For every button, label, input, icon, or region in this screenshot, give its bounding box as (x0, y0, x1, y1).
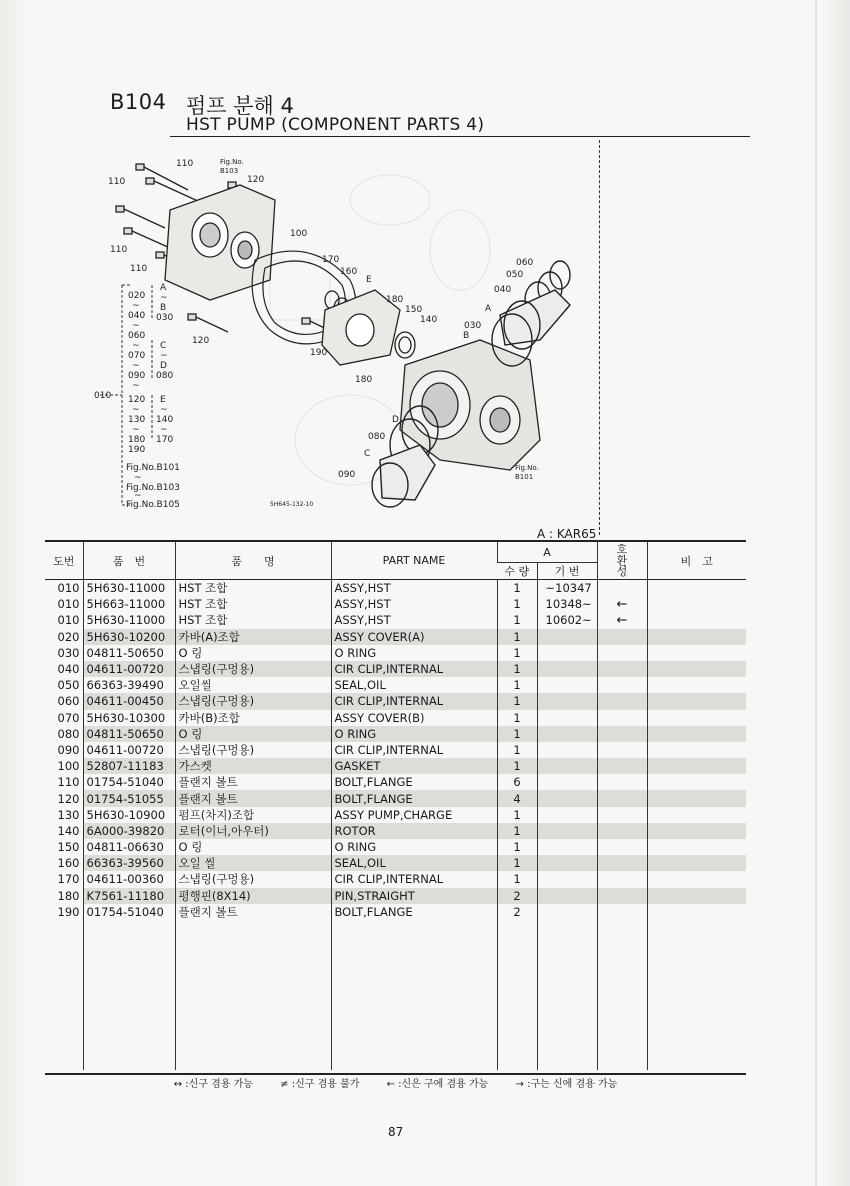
cell-name: 카바(B)조합 (175, 710, 331, 726)
empty-cell (45, 920, 83, 1070)
table-header-row-1 (45, 541, 746, 563)
cell-part-no: 04611-00360 (83, 871, 175, 887)
cell-interchange (597, 807, 647, 823)
cell-part-name: ASSY COVER(B) (331, 710, 497, 726)
cell-qty: 1 (497, 839, 537, 855)
cell-interchange (597, 629, 647, 645)
cell-ref: 180 (57, 888, 80, 903)
left-list-6: ~ (132, 341, 140, 351)
cell-qty: 1 (497, 580, 537, 597)
cell-interchange: ← (597, 596, 647, 612)
callout-4: 110 (110, 245, 128, 255)
cell-qty: 1 (497, 871, 537, 887)
callout-18: 040 (494, 285, 512, 295)
empty-cell (537, 920, 597, 1070)
cell-qty: 1 (497, 661, 537, 677)
cell-interchange (597, 823, 647, 839)
cover-a-housing (165, 185, 275, 300)
cell-qty: 2 (497, 904, 537, 920)
cell-remarks (647, 645, 746, 661)
parts-table-body (45, 580, 746, 1070)
table-row (45, 807, 746, 823)
cell-part-name: O RING (331, 645, 497, 661)
fig-no-top: Fig.No. B103 (220, 158, 244, 175)
empty-cell (497, 920, 537, 1070)
cell-remarks (647, 612, 746, 628)
cell-qty: 1 (497, 823, 537, 839)
callout-2: 110 (108, 177, 126, 187)
cell-part-name: ROTOR (331, 823, 497, 839)
dashed-separator (599, 140, 600, 535)
parts-table (45, 540, 746, 1070)
col-group-a-header: A (497, 541, 597, 563)
table-row (45, 790, 746, 806)
callout-23: 080 (368, 432, 386, 442)
cell-remarks (647, 823, 746, 839)
cell-remarks (647, 839, 746, 855)
callout-25: 090 (338, 470, 356, 480)
cell-interchange (597, 871, 647, 887)
cell-qty: 1 (497, 645, 537, 661)
page-fold (815, 0, 817, 1186)
table-row (45, 677, 746, 693)
empty-cell (597, 920, 647, 1070)
cell-remarks (647, 855, 746, 871)
cell-part-no: 66363-39490 (83, 677, 175, 693)
table-row (45, 596, 746, 612)
cell-part-name: ASSY,HST (331, 612, 497, 628)
cell-part-name: SEAL,OIL (331, 677, 497, 693)
cell-qty: 1 (497, 726, 537, 742)
callout-7: 170 (322, 255, 340, 265)
cell-name: O 링 (175, 726, 331, 742)
cell-qty: 1 (497, 855, 537, 871)
cell-serial: ~10347 (537, 580, 597, 597)
cell-serial: 10348~ (537, 596, 597, 612)
model-note: A : KAR65 (537, 527, 597, 541)
cell-part-no: 5H630-10900 (83, 807, 175, 823)
page-number: 87 (388, 1125, 404, 1139)
cell-interchange (597, 904, 647, 920)
table-row (45, 839, 746, 855)
callout-1: 110 (176, 159, 194, 169)
left-list-5: 060 (128, 331, 146, 341)
table-row (45, 645, 746, 661)
table-row (45, 774, 746, 790)
cell-name: O 링 (175, 645, 331, 661)
cell-part-no: 01754-51040 (83, 904, 175, 920)
fig-ref-4: ~ (134, 491, 142, 501)
left-list-11: 120 (128, 395, 146, 405)
cell-ref: 150 (57, 840, 80, 855)
cell-part-no: 6A000-39820 (83, 823, 175, 839)
callout-12: 140 (420, 315, 438, 325)
cell-remarks (647, 661, 746, 677)
cell-remarks (647, 677, 746, 693)
cell-part-name: SEAL,OIL (331, 855, 497, 871)
cell-ref: 050 (57, 678, 80, 693)
cell-ref: 100 (57, 759, 80, 774)
cell-name: HST 조합 (175, 612, 331, 628)
cell-remarks (647, 888, 746, 904)
left-list-16: 190 (128, 445, 146, 455)
cell-part-name: BOLT,FLANGE (331, 790, 497, 806)
callout-19: A (485, 304, 492, 314)
cell-interchange (597, 693, 647, 709)
page-title-english: HST PUMP (COMPONENT PARTS 4) (186, 115, 485, 135)
cell-name: 플랜지 볼트 (175, 790, 331, 806)
cell-part-name: CIR CLIP,INTERNAL (331, 871, 497, 887)
cell-interchange (597, 855, 647, 871)
left-list-15: 180 (128, 435, 146, 445)
callout-11: 150 (405, 305, 423, 315)
cell-interchange (597, 790, 647, 806)
cell-part-no: 04611-00720 (83, 661, 175, 677)
cell-ref: 110 (57, 775, 80, 790)
cell-remarks (647, 693, 746, 709)
cell-part-no: 01754-51055 (83, 790, 175, 806)
callout-16: 060 (516, 258, 534, 268)
cell-name: 오일씰 (175, 677, 331, 693)
left-list-2: ~ (132, 301, 140, 311)
left-sub-6: ~ (160, 351, 168, 361)
left-sub-4: 030 (156, 313, 174, 323)
legend-item-2: ≠ :신구 겸용 불가 (280, 1079, 360, 1090)
left-sub-3: B (160, 303, 167, 313)
cell-ref: 170 (57, 872, 80, 887)
left-sub-12: ~ (160, 425, 168, 435)
col-serial-header: 기 번 (537, 563, 597, 580)
callout-6: 110 (130, 264, 148, 274)
cell-serial (537, 758, 597, 774)
interchange-legend (45, 1075, 746, 1090)
cell-name: 가스켓 (175, 758, 331, 774)
cell-part-name: O RING (331, 839, 497, 855)
cell-part-no: 5H630-11000 (83, 612, 175, 628)
cell-qty: 1 (497, 710, 537, 726)
cell-qty: 1 (497, 693, 537, 709)
cell-part-name: BOLT,FLANGE (331, 774, 497, 790)
cell-serial (537, 710, 597, 726)
table-row (45, 629, 746, 645)
col-interchange-header: 호 환 성 (597, 541, 647, 580)
cell-interchange (597, 888, 647, 904)
cell-qty: 1 (497, 677, 537, 693)
cell-part-no: 5H630-10200 (83, 629, 175, 645)
cell-serial (537, 677, 597, 693)
cell-serial (537, 645, 597, 661)
cell-interchange (597, 710, 647, 726)
cell-serial (537, 790, 597, 806)
cell-ref: 140 (57, 823, 80, 838)
left-list-10: ~ (132, 381, 140, 391)
cell-serial (537, 839, 597, 855)
cell-remarks (647, 758, 746, 774)
cell-remarks (647, 710, 746, 726)
cell-name: 카바(A)조합 (175, 629, 331, 645)
cell-name: 플랜지 볼트 (175, 774, 331, 790)
cell-interchange (597, 839, 647, 855)
empty-cell (647, 920, 746, 1070)
cell-ref: 160 (57, 856, 80, 871)
cell-part-name: ASSY,HST (331, 580, 497, 597)
cell-serial: 10602~ (537, 612, 597, 628)
table-row (45, 823, 746, 839)
table-row (45, 661, 746, 677)
cell-remarks (647, 790, 746, 806)
cell-qty: 4 (497, 790, 537, 806)
cell-remarks (647, 871, 746, 887)
cell-remarks (647, 742, 746, 758)
cell-serial (537, 629, 597, 645)
cell-name: O 링 (175, 839, 331, 855)
left-list-14: ~ (132, 425, 140, 435)
cell-serial (537, 855, 597, 871)
table-row (45, 726, 746, 742)
cell-part-name: ASSY,HST (331, 596, 497, 612)
fig-ref-2: ~ (134, 473, 142, 483)
cell-interchange: ← (597, 612, 647, 628)
cell-part-no: 04811-50650 (83, 645, 175, 661)
cell-ref: 020 (57, 629, 80, 644)
cell-part-no: 04811-50650 (83, 726, 175, 742)
cell-remarks (647, 580, 746, 597)
cell-name: 스냅링(구멍용) (175, 661, 331, 677)
cell-remarks (647, 774, 746, 790)
left-list-9: 090 (128, 371, 146, 381)
callout-14: 190 (310, 348, 328, 358)
callout-10: 180 (386, 295, 404, 305)
cell-ref: 040 (57, 662, 80, 677)
left-sub-5: C (160, 341, 167, 351)
cell-serial (537, 871, 597, 887)
callout-9: E (366, 275, 372, 285)
cell-part-name: CIR CLIP,INTERNAL (331, 742, 497, 758)
left-sub-11: 140 (156, 415, 174, 425)
bracket-start-label: 010 (94, 391, 112, 401)
left-sub-8: 080 (156, 371, 174, 381)
cell-serial (537, 807, 597, 823)
table-row (45, 758, 746, 774)
exploded-parts-diagram (60, 140, 620, 520)
table-row (45, 742, 746, 758)
drawing-id: 5H645-132-10 (270, 501, 314, 508)
fig-no-bottom: Fig.No. B101 (515, 464, 539, 481)
table-row (45, 904, 746, 920)
cell-ref: 030 (57, 645, 80, 660)
cell-part-no: 5H630-10300 (83, 710, 175, 726)
cell-part-no: 04611-00720 (83, 742, 175, 758)
table-row (45, 693, 746, 709)
cell-qty: 6 (497, 774, 537, 790)
cell-name: 스냅링(구멍용) (175, 742, 331, 758)
cell-remarks (647, 596, 746, 612)
empty-cell (331, 920, 497, 1070)
cell-ref: 120 (57, 791, 80, 806)
legend-item-1: ↔ :신구 겸용 가능 (173, 1079, 253, 1090)
cell-part-no: 5H663-11000 (83, 596, 175, 612)
cell-name: HST 조합 (175, 580, 331, 597)
cell-ref: 070 (57, 710, 80, 725)
callout-5: 100 (290, 229, 308, 239)
cell-part-no: 66363-39560 (83, 855, 175, 871)
left-list-8: ~ (132, 361, 140, 371)
cell-part-name: PIN,STRAIGHT (331, 888, 497, 904)
left-sub-9: E (160, 395, 166, 405)
left-list-1: 020 (128, 291, 146, 301)
table-row (45, 580, 746, 597)
fig-ref-1: Fig.No.B101 (126, 463, 180, 473)
cell-serial (537, 661, 597, 677)
cell-qty: 1 (497, 807, 537, 823)
table-row (45, 855, 746, 871)
cell-part-name: O RING (331, 726, 497, 742)
bracket-labels (94, 283, 180, 510)
cell-name: 스냅링(구멍용) (175, 693, 331, 709)
cell-part-name: ASSY PUMP,CHARGE (331, 807, 497, 823)
cell-qty: 1 (497, 742, 537, 758)
left-sub-1: A (160, 283, 167, 293)
cell-name: 로터(이너,아우터) (175, 823, 331, 839)
fig-ref-5: Fig.No.B105 (126, 500, 180, 510)
callout-17: 050 (506, 270, 524, 280)
col-qty-header: 수 량 (497, 563, 537, 580)
cell-serial (537, 888, 597, 904)
left-list-13: 130 (128, 415, 146, 425)
cell-name: 오일 씰 (175, 855, 331, 871)
left-sub-10: ~ (160, 405, 168, 415)
cell-interchange (597, 661, 647, 677)
cell-part-no: 04811-06630 (83, 839, 175, 855)
cell-ref: 080 (57, 726, 80, 741)
cell-qty: 2 (497, 888, 537, 904)
cell-remarks (647, 726, 746, 742)
cell-serial (537, 742, 597, 758)
callout-21: B (463, 331, 470, 341)
cell-serial (537, 726, 597, 742)
cell-qty: 1 (497, 758, 537, 774)
cell-name: 펌프(차지)조합 (175, 807, 331, 823)
cell-ref: 010 (57, 597, 80, 612)
cell-part-no: 04611-00450 (83, 693, 175, 709)
table-row (45, 612, 746, 628)
cell-interchange (597, 774, 647, 790)
table-row (45, 710, 746, 726)
left-list-4: ~ (132, 321, 140, 331)
col-part-name-header: PART NAME (331, 541, 497, 580)
cell-remarks (647, 807, 746, 823)
cell-interchange (597, 758, 647, 774)
cell-name: 평행핀(8X14) (175, 888, 331, 904)
col-remarks-header: 비 고 (647, 541, 746, 580)
left-sub-13: 170 (156, 435, 174, 445)
callout-15: 180 (355, 375, 373, 385)
cell-serial (537, 774, 597, 790)
cell-name: 스냅링(구멍용) (175, 871, 331, 887)
fig-ref-3: Fig.No.B103 (126, 483, 180, 493)
left-list-7: 070 (128, 351, 146, 361)
cell-ref: 010 (57, 613, 80, 628)
cell-ref: 190 (57, 904, 80, 919)
cell-remarks (647, 904, 746, 920)
cell-part-no: 52807-11183 (83, 758, 175, 774)
col-part-no-header: 품 번 (83, 541, 175, 580)
cell-part-name: ASSY COVER(A) (331, 629, 497, 645)
cell-part-name: CIR CLIP,INTERNAL (331, 661, 497, 677)
empty-cell (175, 920, 331, 1070)
cell-serial (537, 904, 597, 920)
cell-qty: 1 (497, 612, 537, 628)
callout-20: 030 (464, 321, 482, 331)
cell-name: 플랜지 볼트 (175, 904, 331, 920)
callout-8: 160 (340, 267, 358, 277)
page-title-korean: 펌프 분해 4 (186, 94, 294, 118)
col-ref-header: 도번 (45, 541, 83, 580)
cell-interchange (597, 580, 647, 597)
cell-serial (537, 823, 597, 839)
legend-item-4: → :구는 신에 겸용 가능 (515, 1079, 618, 1090)
callout-3: 120 (247, 175, 265, 185)
left-list-12: ~ (132, 405, 140, 415)
section-code: B104 (110, 90, 167, 114)
callout-22: D (392, 415, 399, 425)
cell-part-name: GASKET (331, 758, 497, 774)
cell-name: HST 조합 (175, 596, 331, 612)
cell-serial (537, 693, 597, 709)
cell-part-no: K7561-11180 (83, 888, 175, 904)
empty-cell (83, 920, 175, 1070)
callout-13: 120 (192, 336, 210, 346)
callout-24: C (364, 449, 371, 459)
cell-qty: 1 (497, 596, 537, 612)
cell-ref: 090 (57, 742, 80, 757)
cell-part-name: BOLT,FLANGE (331, 904, 497, 920)
table-empty-space (45, 920, 746, 1070)
cell-interchange (597, 645, 647, 661)
cell-part-no: 5H630-11000 (83, 580, 175, 597)
cell-interchange (597, 677, 647, 693)
legend-item-3: ← :신은 구에 겸용 가능 (386, 1079, 489, 1090)
cell-interchange (597, 726, 647, 742)
left-sub-2: ~ (160, 293, 168, 303)
cell-ref: 060 (57, 694, 80, 709)
col-name-header: 품 명 (175, 541, 331, 580)
cell-part-no: 01754-51040 (83, 774, 175, 790)
left-sub-7: D (160, 361, 167, 371)
left-list-3: 040 (128, 311, 146, 321)
cell-ref: 130 (57, 807, 80, 822)
table-row (45, 871, 746, 887)
cell-interchange (597, 742, 647, 758)
cell-part-name: CIR CLIP,INTERNAL (331, 693, 497, 709)
cell-ref: 010 (57, 581, 80, 596)
cell-qty: 1 (497, 629, 537, 645)
title-rule (170, 136, 750, 137)
table-row (45, 888, 746, 904)
cell-remarks (647, 629, 746, 645)
